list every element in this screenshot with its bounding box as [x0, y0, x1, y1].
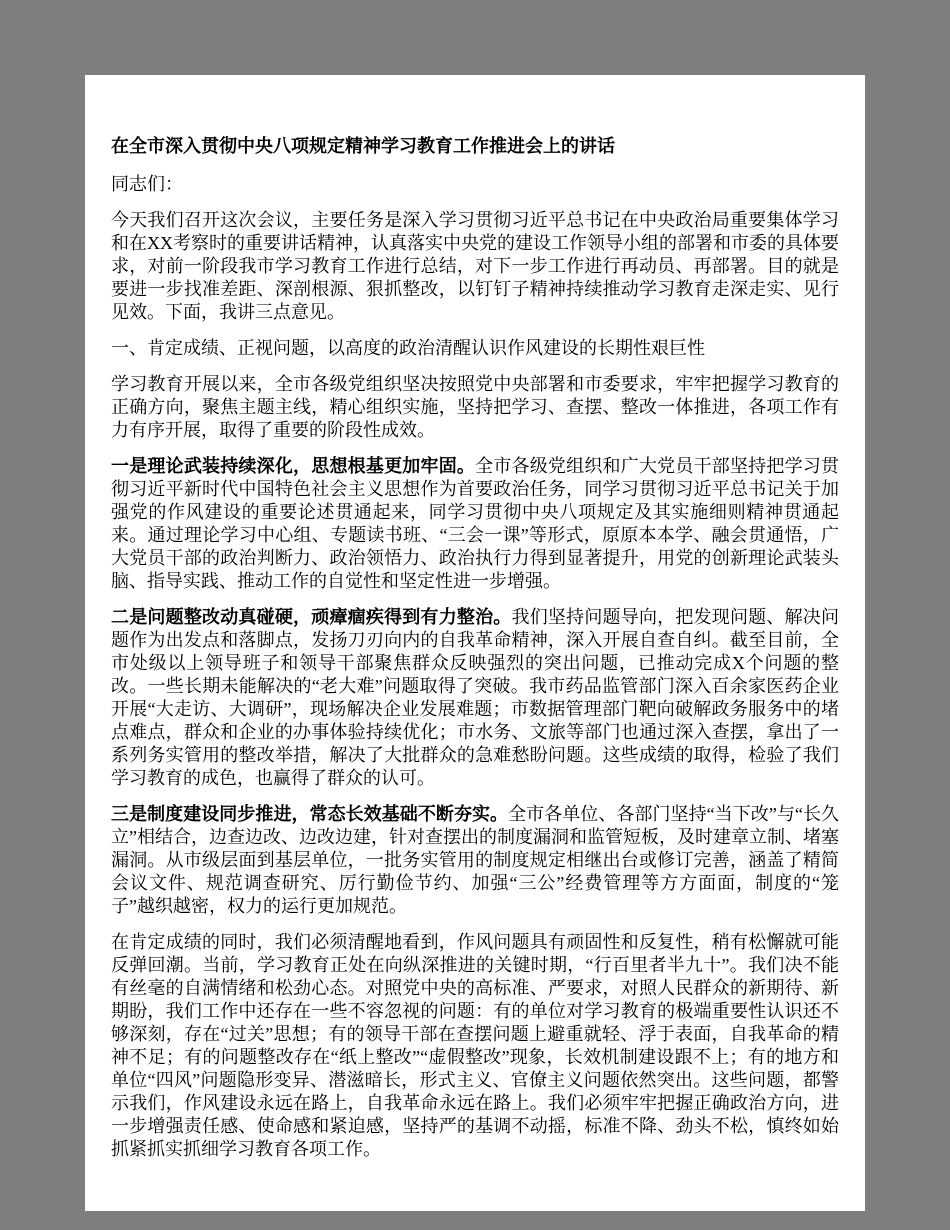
paragraph-text: 学习教育开展以来，全市各级党组织坚决按照党中央部署和市委要求，牢牢把握学习教育的正确方向，聚焦主题主线，精心组织实施，坚持把学习、查摆、整改一体推进，各项工作有力有序开展，取得了重要的阶段性成效。: [111, 374, 839, 440]
paragraph-text: 一、肯定成绩、正视问题，以高度的政治清醒认识作风建设的长期性艰巨性: [111, 338, 705, 358]
salutation: 同志们：: [111, 174, 183, 194]
section-heading-one: [111, 337, 839, 360]
paragraph-point-two: [111, 606, 839, 790]
document-page: [85, 75, 865, 1211]
paragraph-text: 我们坚持问题导向，把发现问题、解决问题作为出发点和落脚点，发扬刀刃向内的自我革命精神，深入开展自查自纠。截至目前，全市处级以上领导班子和领导干部聚焦群众反映强烈的突出问题，已推动完成X个问题的整改。一些长期未能解决的“老大难”问题取得了突破。我市药品监管部门深入百余家医药企业开展“大走访、大调研”，现场解决企业发展难题；市数据管理部门靶向破解政务服务中的堵点难点，群众和企业的办事体验持续优化；市水务、文旅等部门也通过深入查摆，拿出了一系列务实管用的整改举措，解决了大批群众的急难愁盼问题。这些成绩的取得，检验了我们学习教育的成色，也赢得了群众的认可。: [111, 607, 840, 788]
document-title: 在全市深入贯彻中央八项规定精神学习教育工作推进会上的讲话: [111, 136, 615, 156]
paragraph-lead: 一是理论武装持续深化，思想根基更加牢固。: [111, 456, 476, 476]
paragraph-overview: [111, 373, 839, 442]
paragraph-lead: 三是制度建设同步推进，常态长效基础不断夯实。: [111, 804, 509, 824]
paragraph-text: 在肯定成绩的同时，我们必须清醒地看到，作风问题具有顽固性和反复性，稍有松懈就可能反弹回潮。当前，学习教育正处在向纵深推进的关键时期，“行百里者半九十”。我们决不能有丝毫的自满情绪和松劲心态。对照党中央的高标准、严要求，对照人民群众的新期待、新期盼，我们工作中还存在一些不容忽视的问题：有的单位对学习教育的极端重要性认识还不够深刻，存在“过关”思想；有的领导干部在查摆问题上避重就轻、浮于表面，自我革命的精神不足；有的问题整改存在“纸上整改”“虚假整改”现象，长效机制建设跟不上；有的地方和单位“四风”问题隐形变异、潜滋暗长，形式主义、官僚主义问题依然突出。这些问题，都警示我们，作风建设永远在路上，自我革命永远在路上。我们必须牢牢把握正确政治方向，进一步增强责任感、使命感和紧迫感，坚持严的基调不动摇，标准不降、劲头不松，慎终如始抓紧抓实抓细学习教育各项工作。: [111, 932, 839, 1159]
paragraph-lead: 二是问题整改动真碰硬，顽瘴痼疾得到有力整治。: [111, 607, 512, 627]
paragraph-text: 全市各级党组织和广大党员干部坚持把学习贯彻习近平新时代中国特色社会主义思想作为首要政治任务，同学习贯彻习近平总书记关于加强党的作风建设的重要论述贯通起来，同学习贯彻中央八项规定及其实施细则精神贯通起来。通过理论学习中心组、专题读书班、“三会一课”等形式，原原本本学、融会贯通悟，广大党员干部的政治判断力、政治领悟力、政治执行力得到显著提升，用党的创新理论武装头脑、指导实践、推动工作的自觉性和坚定性进一步增强。: [111, 456, 840, 591]
paragraph-problems: [111, 931, 839, 1161]
paragraph-point-one: [111, 455, 839, 593]
paragraph-text: 今天我们召开这次会议，主要任务是深入学习贯彻习近平总书记在中央政治局重要集体学习和在XX考察时的重要讲话精神，认真落实中央党的建设工作领导小组的部署和市委的具体要求，对前一阶段我市学习教育工作进行总结，对下一步工作进行再动员、再部署。目的就是要进一步找准差距、深剖根源、狠抓整改，以钉钉子精神持续推动学习教育走深走实、见行见效。下面，我讲三点意见。: [111, 210, 839, 322]
paragraph-intro: [111, 209, 839, 324]
paragraph-point-three: [111, 803, 839, 918]
paragraph-text: 全市各单位、各部门坚持“当下改”与“长久立”相结合，边查边改、边改边建，针对查摆出的制度漏洞和监管短板，及时建章立制、堵塞漏洞。从市级层面到基层单位，一批务实管用的制度规定相继出台或修订完善，涵盖了精简会议文件、规范调查研究、厉行勤俭节约、加强“三公”经费管理等方方面面，制度的“笼子”越织越密，权力的运行更加规范。: [111, 804, 840, 916]
